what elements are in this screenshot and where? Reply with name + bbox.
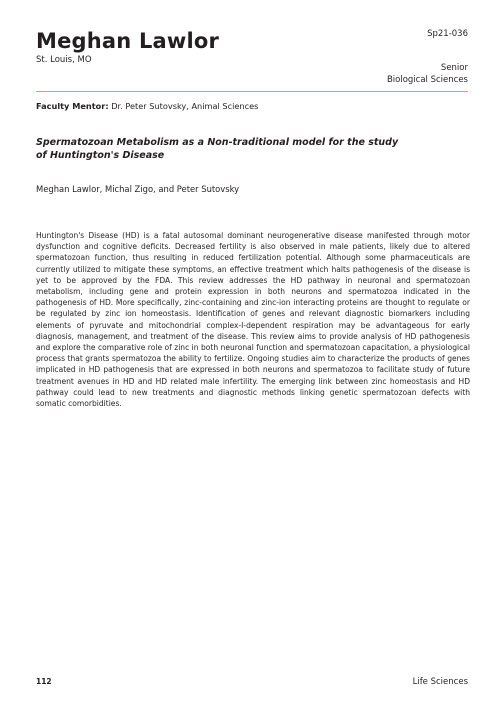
student-status	[387, 62, 468, 86]
student-name: Meghan Lawlor	[36, 29, 220, 53]
major: Biological Sciences	[386, 75, 468, 85]
project-code: Sp21-036	[427, 29, 468, 39]
header-divider	[36, 91, 468, 92]
page-number: 112	[36, 677, 52, 686]
authors: Meghan Lawlor, Michal Zigo, and Peter Sutovsky	[36, 184, 240, 194]
faculty-mentor	[36, 101, 258, 111]
abstract: Huntington's Disease (HD) is a fatal autosomal dominant neurogenerative disease manifested through motor dysfunction and cognitive deficits. Decreased fertility is also observed in male patients, likely due to altered spermatozoan function, thus resulting in reduced fertilization potential. Although some pharmaceuticals are currently utilized to mitigate these symptoms, an effective treatment which halts pathogenesis of the disease is yet to be approved by the FDA. This review addresses the HD pathway in neuronal and spermatozoan metabolism, including gene and protein expression in both neurons and spermatozoa indicated in the pathogenesis of HD. More specifically, zinc-containing and zinc-ion interacting proteins are thought to regulate or be regulated by zinc ion homeostasis. Identification of genes and relevant diagnostic biomarkers including elements of pyruvate and mitochondrial complex-I-dependent respiration may be advantageous for early diagnosis, management, and treatment of the disease. This review aims to provide analysis of HD pathogenesis and explore the comparative role of zinc in both neuronal function and spermatozoan capacitation, a physiological process that grants spermatozoa the ability to fertilize. Ongoing studies aim to characterize the products of genes implicated in HD pathogenesis that are expressed in both neurons and spermatozoa to facilitate study of future treatment avenues in HD and HD related male infertility. The emerging link between zinc homeostasis and HD pathway could lead to new treatments and diagnostic methods linking genetic spermatozoan defects with somatic comorbidities.	[36, 231, 470, 409]
mentor-value: Dr. Peter Sutovsky, Animal Sciences	[111, 101, 259, 111]
title-line-2: of Huntington's Disease	[36, 150, 165, 161]
mentor-label: Faculty Mentor:	[36, 101, 109, 111]
class-year: Senior	[440, 63, 468, 73]
student-location: St. Louis, MO	[36, 55, 92, 65]
section-name: Life Sciences	[412, 677, 468, 687]
title-line-1: Spermatozoan Metabolism as a Non-traditional model for the study	[36, 137, 399, 148]
paper-title	[36, 136, 468, 162]
